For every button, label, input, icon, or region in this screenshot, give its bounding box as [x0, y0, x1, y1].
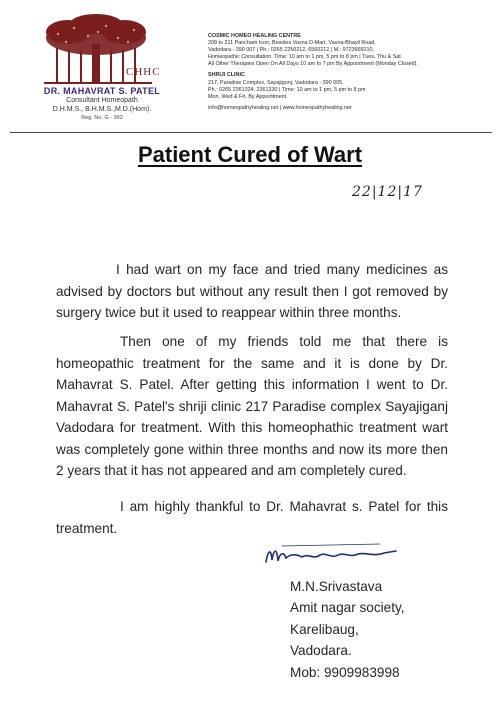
sender-address-line1: Amit nagar society,: [290, 600, 405, 616]
clinic1-phone: Vadodara - 390 007 | Ph.: 0265 2250212, 6560212 | M.: 9723669210,: [208, 47, 375, 54]
doctor-degrees: D.H.M.S., B.H.M.S.,M.D.(Hom).: [52, 106, 152, 113]
signature: [262, 540, 402, 570]
clinic-details: [208, 33, 493, 112]
paragraph-2: Then one of my friends told me that there is homeopathic treatment for the same and it is done by Dr. Mahavrat S. Patel. After getting this information I went to Dr. Mahavrat S. Patel's shriji clinic 217 Paradise complex Sayajiganj Vadodara for treatment. With this homeophathic treatment wart was completely gone within three months and now its more then 2 years that it has not appeared and am completely cured.: [56, 334, 448, 478]
clinic2-phone: Ph.: 0265 2361324, 2361330 | Time: 10 am to 1 pm, 5 pm to 8 pm: [208, 86, 366, 93]
sender-address-line2: Karelibaug,: [290, 621, 359, 637]
clinic1-address: 208 to 211 Pancham Icon, Besides Vasna D-Mart, Vasna-Bhayli Road,: [208, 40, 376, 47]
clinic1-timing: Homeopathic Consultation. Time: 10 am to 1 pm, 5 pm to 8 pm | Tues, Thu & Sat.: [208, 54, 403, 61]
clinic1-other-therapies: All Other Therapies Open On All Days 10 am to 7 pm By Appointment (Monday Closed).: [208, 61, 418, 68]
header-divider: [10, 132, 492, 133]
clinic2-address: 217, Paradise Complex, Sayajigunj, Vadodara - 390 005.: [208, 79, 344, 86]
doctor-name: DR. MAHAVRAT S. PATEL: [43, 86, 161, 96]
clinic2-name: SHRIJI CLINIC: [208, 72, 245, 79]
letter-title: Patient Cured of Wart: [137, 142, 363, 167]
paragraph-3: I am highly thankful to Dr. Mahavrat s. Patel for this treatment.: [56, 499, 448, 536]
handwritten-date: 22|12|17: [352, 184, 423, 200]
sender-address-line3: Vadodara.: [290, 643, 352, 659]
sender-name: M.N.Srivastava: [290, 579, 383, 594]
logo-text: CHHC: [126, 66, 161, 78]
registration-number: Reg. No. G - 992: [81, 115, 123, 121]
paragraph-1: I had wart on my face and tried many medicines as advised by doctors but without any result then I got removed by surgery twice but it used to reappear within three months.: [56, 262, 448, 320]
sender-address: [290, 576, 405, 683]
clinic1-name: COSMIC HOMEO HEALING CENTRE: [208, 33, 301, 39]
sender-phone: Mob: 9909983998: [290, 664, 400, 680]
doctor-title: Consultant Homeopath: [66, 97, 138, 104]
doctor-block: [22, 86, 182, 121]
contact-line: info@homeopathyhealing.net | www.homeopathyhealing.net: [208, 104, 352, 111]
clinic2-days: Mon, Wed & Fri. By Appointment.: [208, 93, 288, 100]
